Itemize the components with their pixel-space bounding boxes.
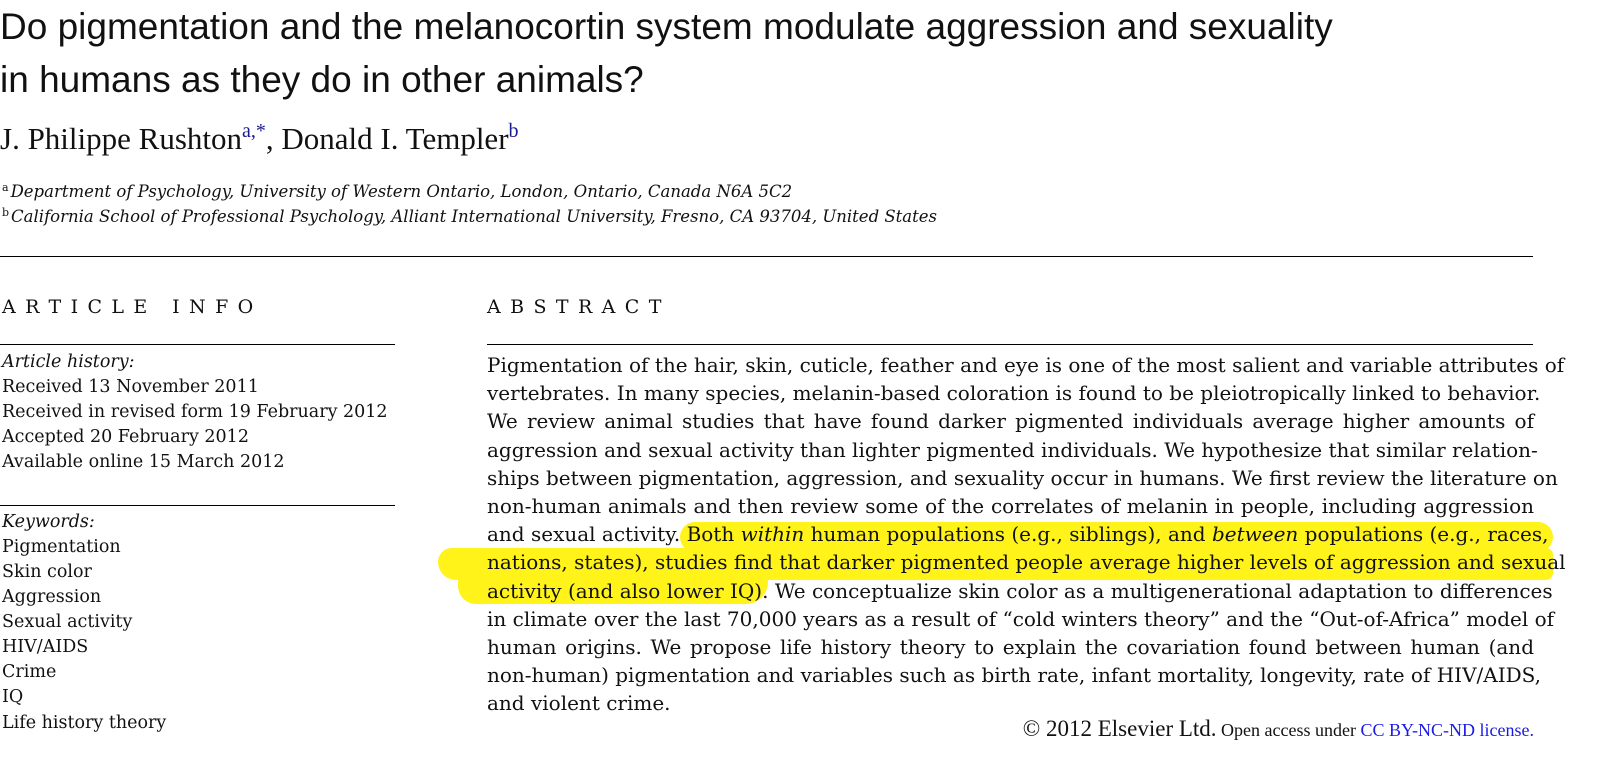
affiliation-text: Department of Psychology, University of Western Ontario, London, Ontario, Canada N6A 5C2 [10, 182, 793, 201]
license-link[interactable]: CC BY-NC-ND license. [1360, 720, 1534, 740]
abstract-line: and violent crime. [487, 691, 671, 716]
highlighted-emphasis: within [740, 522, 805, 547]
highlighted-text: human populations (e.g., siblings), and [804, 522, 1212, 547]
abstract-line: Pigmentation of the hair, skin, cuticle, feather and eye is one of the most salient and variable attributes of [487, 353, 1565, 377]
article-info-heading: ARTICLE INFO [2, 296, 263, 318]
author-separator: , [265, 121, 282, 156]
open-access-text: Open access under [1216, 720, 1361, 740]
author-list [0, 120, 519, 157]
keyword-item: Sexual activity [2, 612, 133, 632]
affiliation-a [2, 181, 792, 201]
keyword-item: Life history theory [2, 713, 167, 733]
history-revised: Received in revised form 19 February 2012 [2, 402, 388, 422]
copyright-notice [1023, 716, 1534, 742]
abstract-line: non-human) pigmentation and variables such as birth rate, infant mortality, longevity, rate of HIV/AIDS, [487, 663, 1541, 688]
abstract-line [487, 577, 1553, 605]
abstract-text: We conceptualize skin color as a multigenerational adaptation to differences [768, 578, 1553, 603]
article-title [0, 0, 1560, 106]
keyword-item: HIV/AIDS [2, 637, 89, 657]
abstract-line [487, 520, 1549, 548]
title-line-2: in humans as they do in other animals? [0, 59, 644, 100]
affiliation-text: California School of Professional Psychology, Alliant International University, Fresno, CA 93704, United States [11, 207, 938, 226]
highlighted-text: activity (and also lower IQ). [487, 578, 769, 603]
keyword-item: Aggression [2, 587, 102, 607]
keyword-item: Skin color [2, 562, 92, 582]
abstract-text: and sexual activity. [487, 522, 687, 547]
history-online: Available online 15 March 2012 [2, 452, 285, 472]
abstract-line: non-human animals and then review some of the correlates of melanin in people, including aggression [487, 493, 1534, 518]
title-line-1: Do pigmentation and the melanocortin system modulate aggression and sexuality [0, 6, 1333, 47]
author-name: Donald I. Templer [281, 121, 509, 156]
abstract-line: aggression and sexual activity than lighter pigmented individuals. We hypothesize that similar relation- [487, 437, 1538, 462]
author-affiliation-link[interactable]: a,* [242, 120, 266, 142]
article-info-divider [0, 344, 395, 345]
highlighted-text: populations (e.g., races, [1298, 522, 1549, 547]
highlighted-text: Both [686, 522, 741, 547]
copyright-text: © 2012 Elsevier Ltd. [1022, 716, 1217, 741]
abstract-heading: ABSTRACT [487, 296, 671, 318]
affiliation-b [2, 206, 937, 226]
abstract-line: We review animal studies that have found darker pigmented individuals average higher amounts of [487, 409, 1534, 434]
abstract-line: nations, states), studies find that darker pigmented people average higher levels of aggression and sexual [487, 550, 1566, 575]
keyword-item: IQ [2, 687, 24, 707]
abstract-divider [487, 344, 1533, 345]
abstract-line: human origins. We propose life history theory to explain the covariation found between human (and [487, 634, 1534, 659]
keyword-item: Crime [2, 662, 57, 682]
author-affiliation-link[interactable]: b [508, 120, 519, 142]
highlighted-emphasis: between [1211, 522, 1299, 547]
abstract-line: ships between pigmentation, aggression, and sexuality occur in humans. We first review the literature on [487, 465, 1558, 490]
keyword-item: Pigmentation [2, 537, 121, 557]
affiliation-mark: b [2, 206, 10, 219]
abstract-body [487, 351, 1566, 717]
abstract-line: vertebrates. In many species, melanin-based coloration is found to be pleiotropically linked to behavior. [487, 381, 1541, 406]
history-label: Article history: [2, 352, 135, 372]
keywords-divider [0, 505, 395, 506]
affiliation-mark: a [2, 181, 9, 194]
history-accepted: Accepted 20 February 2012 [2, 427, 249, 447]
author-name: J. Philippe Rushton [0, 121, 243, 156]
keywords-label: Keywords: [2, 512, 95, 532]
history-received: Received 13 November 2011 [2, 377, 259, 397]
abstract-line: in climate over the last 70,000 years as a result of “cold winters theory” and the “Out-of-Africa” model of [487, 606, 1555, 631]
header-divider [0, 256, 1533, 257]
